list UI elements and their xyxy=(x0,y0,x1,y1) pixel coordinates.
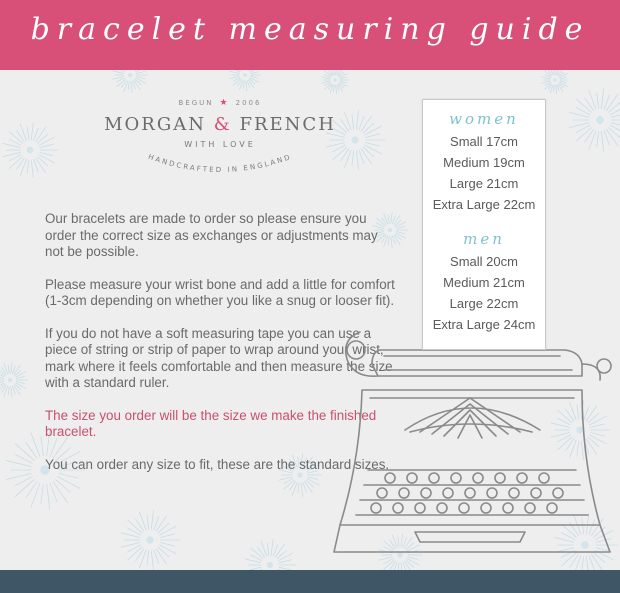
paragraph-measure: Please measure your wrist bone and add a little for comfort (1-3cm depending on whether you like a snug or looser fit). xyxy=(45,276,395,308)
svg-text:HANDCRAFTED IN ENGLAND xyxy=(147,153,293,174)
paragraph-standard-sizes: You can order any size to fit, these are the standard sizes. xyxy=(45,456,390,472)
star-icon: ★ xyxy=(219,98,230,108)
logo-begun-label: BEGUN xyxy=(178,99,214,107)
starburst xyxy=(569,88,620,152)
logo-tagline: WITH LOVE xyxy=(184,140,256,149)
women-size-small: Small 17cm xyxy=(450,134,518,149)
women-size-list xyxy=(423,131,545,215)
logo-year: 2006 xyxy=(235,99,262,107)
logo-ampersand: & xyxy=(213,114,232,135)
paragraph-made-to-order: Our bracelets are made to order so please ensure you order the correct size as exchanges or adjustments may not be possible. xyxy=(45,211,378,259)
logo-brand-right: FRENCH xyxy=(239,114,336,135)
logo-arc xyxy=(100,132,340,192)
starburst xyxy=(541,66,569,94)
men-size-small: Small 20cm xyxy=(450,254,518,269)
women-size-large: Large 21cm xyxy=(449,176,519,191)
men-size-large: Large 22cm xyxy=(449,296,519,311)
logo-brand-left: MORGAN xyxy=(104,114,206,135)
women-size-medium: Medium 19cm xyxy=(443,155,525,170)
footer-bar xyxy=(0,570,620,593)
women-size-extra-large: Extra Large 22cm xyxy=(432,197,536,212)
women-heading: women xyxy=(449,110,519,128)
header-banner xyxy=(0,0,620,70)
logo-begun-line xyxy=(100,98,340,108)
typewriter-illustration xyxy=(320,320,620,570)
paragraph-size-note: The size you order will be the size we make the finished bracelet. xyxy=(45,407,377,439)
men-heading: men xyxy=(463,230,505,248)
logo-handcrafted: HANDCRAFTED IN ENGLAND xyxy=(147,152,293,175)
starburst xyxy=(3,122,58,178)
brand-logo xyxy=(100,92,336,192)
page-title: bracelet measuring guide xyxy=(30,12,590,47)
starburst xyxy=(121,510,180,570)
men-size-list xyxy=(423,251,545,335)
men-size-extra-large: Extra Large 24cm xyxy=(432,317,536,332)
starburst xyxy=(321,66,349,94)
starburst xyxy=(0,362,28,398)
men-size-medium: Medium 21cm xyxy=(443,275,525,290)
size-chart-card xyxy=(422,99,546,350)
paragraph-string: If you do not have a soft measuring tape you can use a piece of string or strip of paper to wrap around your wrist, mark where it feels comfortable and then measure the size with a standard ruler. xyxy=(45,325,393,390)
